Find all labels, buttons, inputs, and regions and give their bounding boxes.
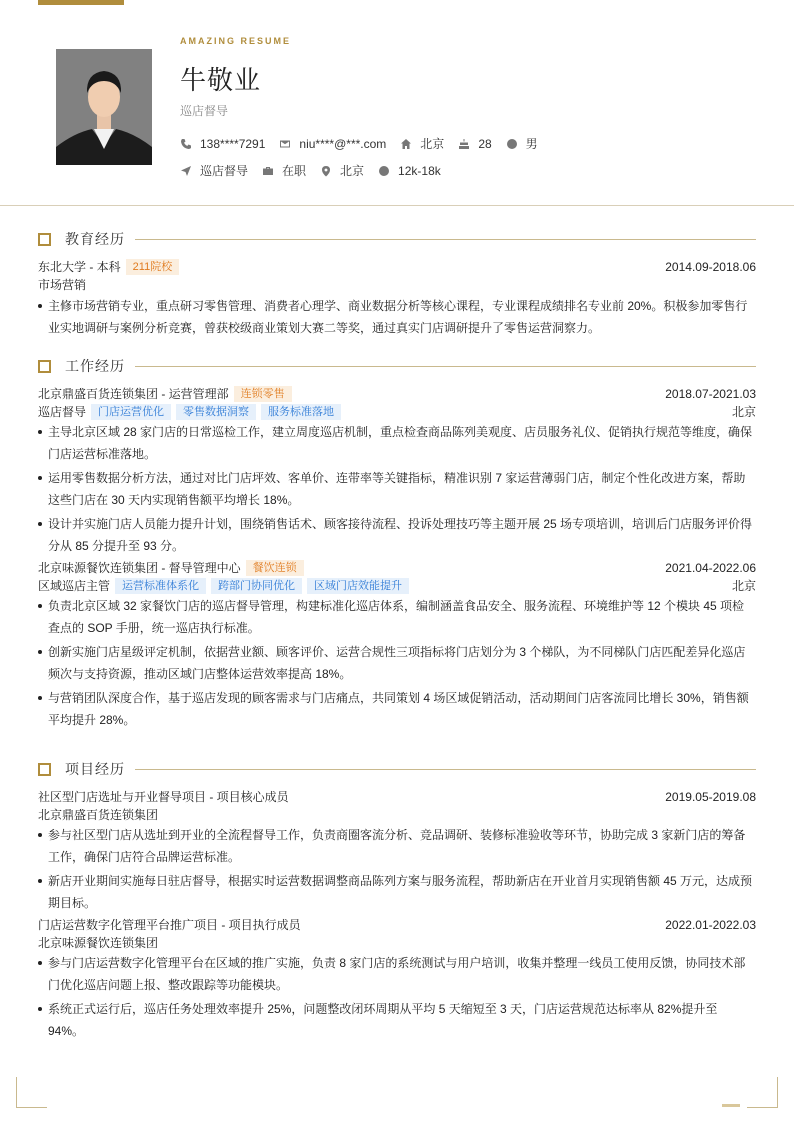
- intent-city-text: 北京: [340, 164, 365, 178]
- job-entry: [38, 385, 756, 557]
- age-text: 28: [478, 136, 492, 151]
- phone-icon: [180, 138, 192, 150]
- status-info: [262, 162, 306, 179]
- home-icon: [400, 138, 412, 150]
- project-org-row: [38, 806, 756, 824]
- salary-info: [378, 164, 441, 178]
- project-date: 2019.05-2019.08: [665, 790, 756, 804]
- section-divider: [135, 366, 756, 367]
- city-info: [400, 135, 444, 152]
- list-item: 参与门店运营数字化管理平台在区域的推广实施，负责 8 家门店的系统测试与用户培训，收集并整理一线员工使用反馈，协同技术部门优化巡店问题上报、整改跟踪等功能模块。: [38, 952, 756, 996]
- phone-info: [180, 137, 265, 151]
- projects-section: [38, 760, 756, 1044]
- project-org: 北京味源餐饮连锁集团: [38, 936, 159, 950]
- school-tag: 211院校: [126, 259, 180, 275]
- city-text: 北京: [420, 137, 445, 151]
- skill-tag: 区域门店效能提升: [307, 578, 409, 594]
- job-location: 北京: [731, 405, 756, 419]
- job-entry: [38, 559, 756, 731]
- major: 市场营销: [38, 278, 87, 292]
- job-bullets: [38, 595, 756, 731]
- education-date: 2014.09-2018.06: [665, 260, 756, 274]
- corner-dash-decoration: [722, 1104, 740, 1107]
- section-divider: [135, 239, 756, 240]
- candidate-role: 巡店督导: [180, 104, 229, 118]
- section-marker-icon: [38, 763, 51, 776]
- cake-icon: [458, 138, 470, 150]
- list-item: 参与社区型门店从选址到开业的全流程督导工作，负责商圈客流分析、竞品调研、装修标准验收等环节，协助完成 3 家新门店的筹备工作，确保门店符合品牌运营标准。: [38, 824, 756, 868]
- salary-icon: [378, 165, 390, 177]
- company-name: 北京味源餐饮连锁集团 - 督导管理中心: [38, 561, 241, 575]
- job-header-row: [38, 559, 756, 577]
- skill-tag: 零售数据洞察: [176, 404, 256, 420]
- age-info: [458, 137, 491, 151]
- job-position: 区域巡店主管: [38, 579, 111, 593]
- work-section: [38, 357, 756, 733]
- project-bullets: [38, 824, 756, 914]
- project-org: 北京鼎盛百货连锁集团: [38, 808, 159, 822]
- section-title: 工作经历: [65, 358, 125, 374]
- corner-decoration: [16, 1077, 47, 1108]
- project-bullets: [38, 952, 756, 1042]
- education-row: [38, 258, 756, 276]
- project-header-row: [38, 788, 756, 806]
- intent-city-info: [320, 162, 364, 179]
- gender-icon: [506, 138, 518, 150]
- corner-decoration: [747, 1077, 778, 1108]
- major-row: [38, 276, 756, 294]
- company-name: 北京鼎盛百货连锁集团 - 运营管理部: [38, 387, 229, 401]
- resume-header: [0, 0, 794, 206]
- phone-text: 138****7291: [200, 136, 266, 151]
- list-item: 新店开业期间实施每日驻店督导，根据实时运营数据调整商品陈列方案与服务流程，帮助新店在开业首月实现销售额 45 万元，达成预期目标。: [38, 870, 756, 914]
- brand-label: AMAZING RESUME: [180, 36, 291, 46]
- job-header-row: [38, 385, 756, 403]
- project-name: 门店运营数字化管理平台推广项目 - 项目执行成员: [38, 918, 301, 932]
- list-item: 系统正式运行后，巡店任务处理效率提升 25%，问题整改闭环周期从平均 5 天缩短至 3 天，门店运营规范达标率从 82%提升至 94%。: [38, 998, 756, 1042]
- section-header: [38, 357, 756, 375]
- project-entry: [38, 788, 756, 914]
- job-location: 北京: [731, 579, 756, 593]
- skill-tag: 服务标准落地: [261, 404, 341, 420]
- job-intent-row: [180, 162, 455, 179]
- job-position-row: [38, 577, 756, 595]
- intent-position-info: [180, 162, 248, 179]
- job-date: 2021.04-2022.06: [665, 561, 756, 575]
- project-org-row: [38, 934, 756, 952]
- section-title: 教育经历: [65, 231, 125, 247]
- email-info: [279, 137, 386, 151]
- list-item: 与营销团队深度合作，基于巡店发现的顾客需求与门店痛点，共同策划 4 场区域促销活动，活动期间门店客流同比增长 30%，销售额平均提升 28%。: [38, 687, 756, 731]
- skill-tag: 运营标准体系化: [115, 578, 206, 594]
- project-header-row: [38, 916, 756, 934]
- industry-tag: 餐饮连锁: [246, 560, 304, 576]
- profile-photo: [56, 49, 152, 165]
- education-section: [38, 230, 756, 341]
- job-bullets: [38, 421, 756, 557]
- section-header: [38, 760, 756, 778]
- job-date: 2018.07-2021.03: [665, 387, 756, 401]
- skill-tag: 门店运营优化: [91, 404, 171, 420]
- project-date: 2022.01-2022.03: [665, 918, 756, 932]
- education-bullets: [38, 295, 756, 339]
- job-position: 巡店督导: [38, 405, 87, 419]
- mail-icon: [279, 138, 291, 150]
- list-item: 负责北京区域 32 家餐饮门店的巡店督导管理，构建标准化巡店体系，编制涵盖食品安全、服务流程、环境维护等 12 个模块 45 项检查点的 SOP 手册，统一巡店执行标准。: [38, 595, 756, 639]
- contact-row: [180, 135, 552, 152]
- industry-tag: 连锁零售: [234, 386, 292, 402]
- list-item: 主修市场营销专业，重点研习零售管理、消费者心理学、商业数据分析等核心课程，专业课程成绩排名专业前 20%。积极参加零售行业实地调研与案例分析竞赛，曾获校级商业策划大赛二等奖，通过真实门店调研提升了零售运营洞察力。: [38, 295, 756, 339]
- list-item: 创新实施门店星级评定机制，依据营业额、顾客评价、运营合规性三项指标将门店划分为 3 个梯队，为不同梯队门店匹配差异化巡店频次与支持资源，推动区域门店整体运营效率提高 18%。: [38, 641, 756, 685]
- list-item: 设计并实施门店人员能力提升计划，围绕销售话术、顾客接待流程、投诉处理技巧等主题开展 25 场专项培训，培训后门店服务评价得分从 85 分提升至 93 分。: [38, 513, 756, 557]
- gender-info: [506, 135, 538, 152]
- status-text: 在职: [282, 164, 307, 178]
- list-item: 运用零售数据分析方法，通过对比门店坪效、客单价、连带率等关键指标，精准识别 7 家运营薄弱门店，制定个性化改进方案，帮助这些门店在 30 天内实现销售额平均增长 18%。: [38, 467, 756, 511]
- briefcase-icon: [262, 165, 274, 177]
- candidate-name: 牛敬业: [180, 65, 262, 95]
- skill-tag: 跨部门协同优化: [211, 578, 302, 594]
- project-name: 社区型门店选址与开业督导项目 - 项目核心成员: [38, 790, 289, 804]
- location-pin-icon: [320, 165, 332, 177]
- section-marker-icon: [38, 360, 51, 373]
- section-marker-icon: [38, 233, 51, 246]
- send-icon: [180, 165, 192, 177]
- section-title: 项目经历: [65, 761, 125, 777]
- list-item: 主导北京区域 28 家门店的日常巡检工作，建立周度巡店机制，重点检查商品陈列美观度、店员服务礼仪、促销执行规范等维度，确保门店运营标准落地。: [38, 421, 756, 465]
- gender-text: 男: [525, 137, 538, 151]
- section-header: [38, 230, 756, 248]
- section-divider: [135, 769, 756, 770]
- school-name: 东北大学 - 本科: [38, 260, 121, 274]
- project-entry: [38, 916, 756, 1042]
- intent-position-text: 巡店督导: [200, 164, 249, 178]
- email-text: niu****@***.com: [299, 136, 387, 151]
- job-position-row: [38, 403, 756, 421]
- salary-text: 12k-18k: [398, 163, 441, 178]
